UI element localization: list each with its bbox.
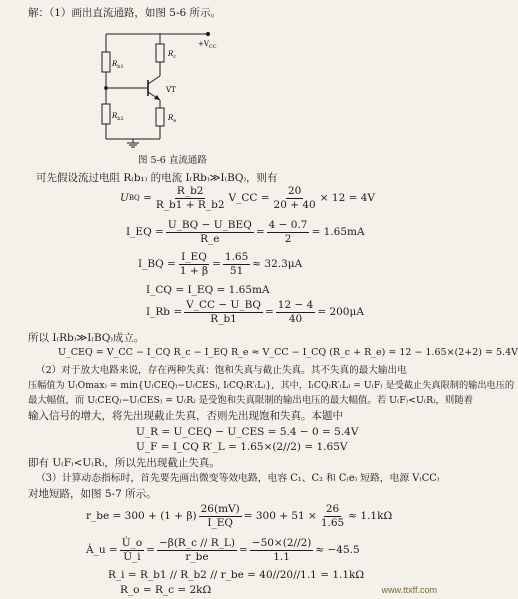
irb-equation: I_Rb = $\frac{V\_CC - U\_BQ}{R\_b1}$ = $\frac{12 - 4}{40}$ = 200μA [146, 299, 364, 326]
p2-line4: 输入信号的增大，将先出现截止失真，否则先出现饱和失真。本题中 [28, 410, 343, 422]
rb2-label: $R_{b2}$ [112, 112, 124, 122]
ur-equation: U_R = U_CEQ − U_CES = 5.4 − 0 = 5.4V [136, 426, 359, 438]
uf-equation: U_F = I_CQ R′_L = 1.65×(2//2) = 1.65V [136, 441, 348, 453]
ieq-equation: I_EQ = $\frac{\text{U\_BQ − U\_BEQ}}{R\_e}$ = $\frac{4 - 0.7}{2}$ = 1.65mA [126, 219, 365, 246]
solution-intro: 解：（1）画出直流通路，如图 5-6 所示。 [28, 7, 222, 19]
watermark: www.ttxff.com [381, 585, 437, 595]
re-label: $R_e$ [168, 114, 177, 124]
rc-label: $R_c$ [168, 50, 177, 60]
rc-resistor [156, 44, 164, 62]
rb1-label: $R_{b1}$ [112, 60, 124, 70]
ubq-equation: U BQ = $\frac{R\_b2}{R\_b1 + R\_b2}$ V_CC = $\frac{20}{20 + 40}$ × 12 = 4V [120, 185, 375, 212]
p3-line1: （3）计算动态指标时，首先要先画出微变等效电路，电容 C₁、C₂ 和 C₍e₎ 短路，电源 V₍CC₎ [36, 473, 440, 484]
p2-conclusion: 即有 U₍F₎<U₍R₎，所以先出现截止失真。 [28, 457, 220, 469]
check-line: 所以 I₍Rb₎≫I₍BQ₎成立。 [28, 332, 145, 344]
ri-equation: R_i = R_b1 // R_b2 // r_be = 40//20//1.1 = 1.1kΩ [108, 569, 365, 581]
au-equation: Ȧ_u = $\frac{U̇\_o}{U̇\_i}$ = $\frac{-\beta(R\_c // R\_L)}{r\_be}$ = $\frac{-50\times(2//2)}{1.1}$ ≈ −45.5 [86, 537, 360, 564]
rb1-resistor [102, 52, 110, 72]
rbe-equation: r_be = 300 + (1 + β) $\frac{26(mV)}{I\_EQ}$ = 300 + 51 × $\frac{26}{1.65}$ ≈ 1.1kΩ [86, 503, 393, 530]
p3-line2: 对地短路，如图 5-7 所示。 [28, 488, 157, 500]
assumption-line: 可先假设流过电阻 R₍b₁₎ 的电流 I₍Rb₎≫I₍BQ₎，则有 [36, 172, 278, 184]
rb2-resistor [102, 104, 110, 124]
icq-equation: I_CQ = I_EQ = 1.65mA [146, 284, 270, 296]
p2-line2: 压幅值为 U₍Omax₎ = min{U₍CEQ₎−U₍CES₎, I₍CQ₎R′₍L₎}，其中，I₍CQ₎R′₍L₎ = U₍F₎ 是受截止失真限制的输出电压的 [28, 380, 515, 391]
p2-line3: 最大幅值，而 U₍CEQ₎−U₍CES₎ = U₍R₎ 是受饱和失真限制的输出电压的最大幅值。若 U₍F₎<U₍R₎，则随着 [28, 395, 474, 406]
figure-caption: 图 5-6 直流通路 [138, 155, 207, 166]
re-resistor [156, 108, 164, 126]
vcc-label: $+V_{CC}$ [198, 40, 217, 50]
ibq-equation: I_BQ = $\frac{I\_EQ}{1 + \beta}$ = $\frac{1.65}{51}$ ≈ 32.3μA [138, 251, 303, 278]
dc-path-circuit [90, 22, 240, 150]
p2-line1: （2）对于放大电路来说，存在两种失真：饱和失真与截止失真。其不失真的最大输出电 [36, 365, 407, 376]
vt-label: VT [166, 86, 176, 94]
ro-equation: R_o = R_c = 2kΩ [120, 584, 212, 596]
uceq-equation: U_CEQ = V_CC − I_CQ R_c − I_EQ R_e ≈ V_CC − I_CQ (R_c + R_e) = 12 − 1.65×(2+2) = 5.4V [58, 347, 518, 358]
